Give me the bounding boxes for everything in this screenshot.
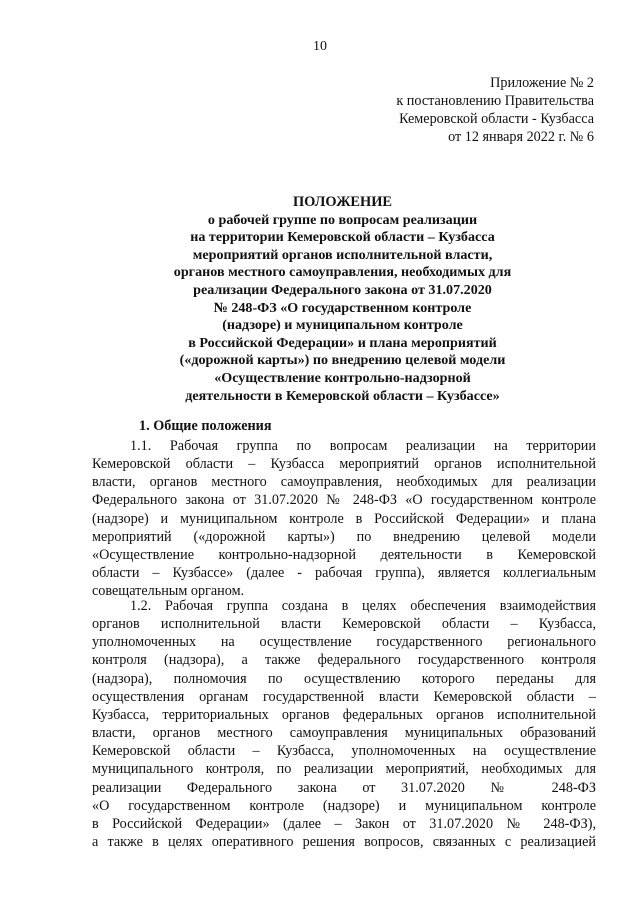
title-line: деятельности в Кемеровской области – Кузбассе»	[185, 387, 500, 404]
paragraph-line: Федерального закона от 31.07.2020 № 248-ФЗ «О государственном контроле	[92, 492, 596, 509]
title-line: «Осуществление контрольно-надзорной	[214, 369, 471, 386]
paragraph-line: мероприятий («дорожной карты») по внедрению целевой модели	[92, 528, 596, 545]
document-title-block	[90, 194, 595, 405]
title-line: на территории Кемеровской области – Кузбасса	[190, 229, 495, 246]
title-line: о рабочей группе по вопросам реализации	[207, 211, 478, 228]
paragraph-line: «О государственном контроле (надзоре) и муниципальном контроле	[92, 797, 596, 814]
paragraph-line: «Осуществление контрольно-надзорной деятельности в Кемеровской	[92, 546, 596, 563]
title-line: («дорожной карты») по внедрению целевой модели	[179, 352, 506, 369]
title-line: реализации Федерального закона от 31.07.2020	[193, 281, 492, 298]
annex-line: к постановлению Правительства	[396, 93, 594, 109]
title-line: в Российской Федерации» и плана мероприятий	[188, 334, 497, 351]
section-heading: 1. Общие положения	[139, 418, 272, 434]
paragraph-line: власти, органов местного самоуправления, необходимых для реализации	[92, 474, 596, 491]
title-line: органов местного самоуправления, необходимых для	[173, 264, 512, 281]
paragraph-line: уполномоченных на осуществление государственного регионального	[92, 634, 596, 651]
title-line: мероприятий органов исполнительной власти,	[192, 246, 493, 263]
paragraph-line: муниципального контроля, по реализации мероприятий, необходимых для	[92, 761, 596, 778]
title-line: № 248-ФЗ «О государственном контроле	[213, 299, 472, 316]
paragraph-line: Кемеровской области – Кузбасса, уполномоченных на осуществление	[92, 743, 596, 760]
paragraph-line: Кемеровской области – Кузбасса мероприятий органов исполнительной	[92, 456, 596, 473]
page-number: 10	[313, 39, 327, 54]
paragraph-line: в Российской Федерации» (далее – Закон от 31.07.2020 № 248-ФЗ),	[92, 815, 596, 832]
paragraph-line: 1.1. Рабочая группа по вопросам реализации на территории	[130, 438, 596, 454]
paragraph-line: реализации Федерального закона от 31.07.2020 № 248-ФЗ	[92, 779, 596, 796]
document-title: ПОЛОЖЕНИЕ	[292, 194, 393, 210]
paragraph-line: (надзора), полномочия по осуществлению которого переданы для	[92, 670, 596, 687]
title-line: (надзоре) и муниципальном контроле	[222, 317, 463, 334]
paragraph-line: осуществления органам государственной власти Кемеровской области –	[92, 688, 596, 705]
paragraph-line: Кузбасса, территориальных органов федеральных органов исполнительной	[92, 706, 596, 723]
paragraph-line: 1.2. Рабочая группа создана в целях обеспечения взаимодействия	[130, 598, 596, 614]
annex-line: от 12 января 2022 г. № 6	[448, 129, 594, 145]
annex-line: Приложение № 2	[490, 75, 594, 91]
paragraph-1-2	[92, 597, 596, 851]
paragraph-line: (надзоре) и муниципальном контроле в Российской Федерации» и плана	[92, 510, 596, 527]
annex-block	[334, 74, 594, 146]
paragraph-line: области – Кузбассе» (далее - рабочая группа), является коллегиальным	[92, 565, 596, 582]
paragraph-line: власти, органов местного самоуправления муниципальных образований	[92, 725, 596, 742]
paragraph-line: совещательным органом.	[92, 583, 245, 600]
paragraph-line: контроля (надзора), а также федерального государственного контроля	[92, 652, 596, 669]
paragraph-line: органов исполнительной власти Кемеровской области – Кузбасса,	[92, 616, 596, 633]
annex-line: Кемеровской области - Кузбасса	[399, 111, 594, 127]
paragraph-1-1	[92, 437, 596, 600]
paragraph-line: а также в целях оперативного решения вопросов, связанных с реализацией	[92, 834, 596, 851]
